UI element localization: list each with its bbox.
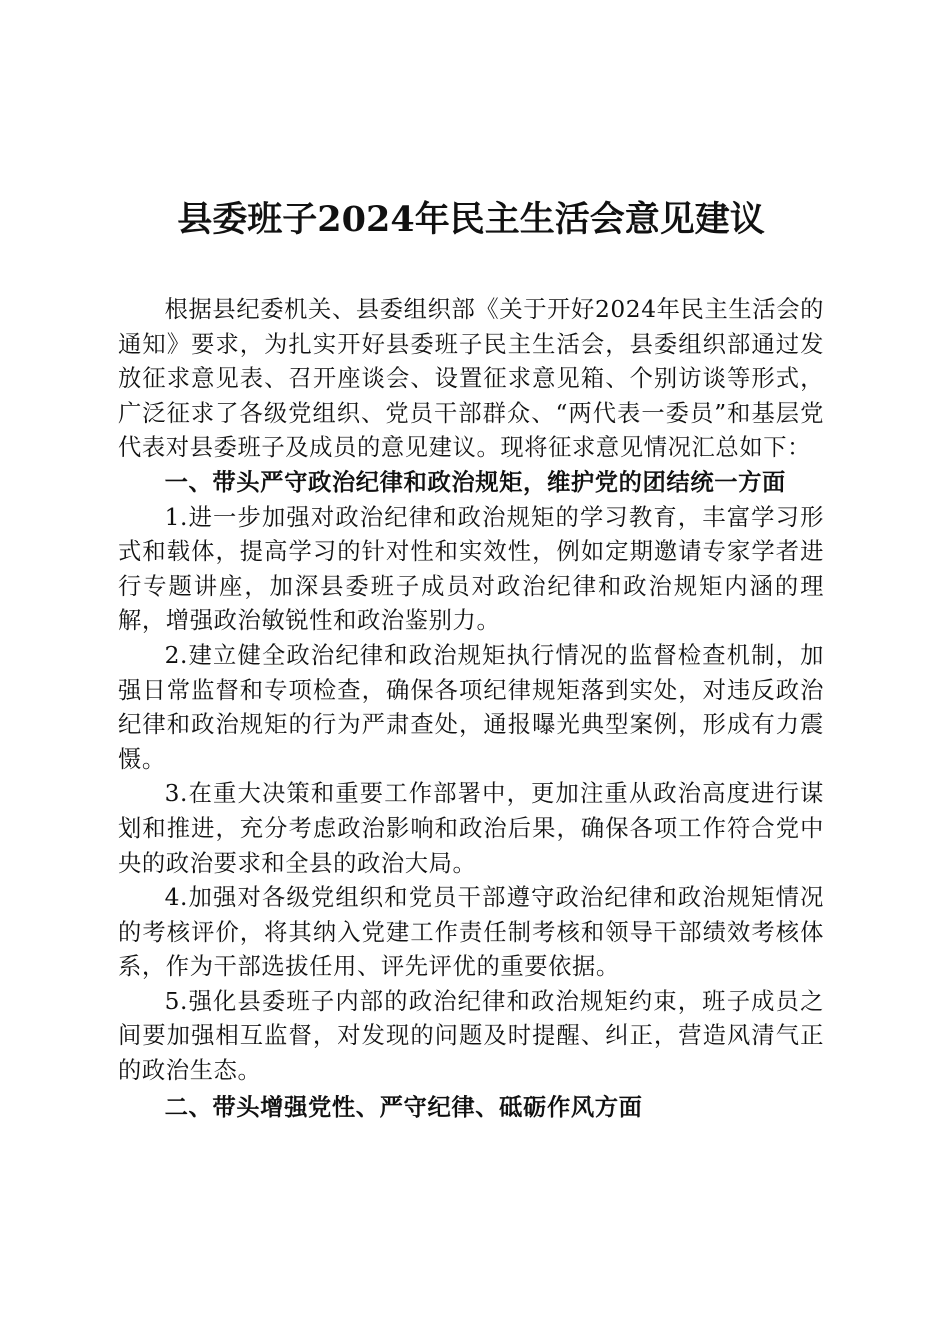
section-1-item-5: 5.强化县委班子内部的政治纪律和政治规矩约束，班子成员之间要加强相互监督，对发现的问题及时提醒、纠正，营造风清气正的政治生态。 <box>118 987 824 1085</box>
section-1-item-1: 1.进一步加强对政治纪律和政治规矩的学习教育，丰富学习形式和载体，提高学习的针对性和实效性，例如定期邀请专家学者进行专题讲座，加深县委班子成员对政治纪律和政治规矩内涵的理解，增强政治敏锐性和政治鉴别力。 <box>118 503 824 635</box>
section-2-heading: 二、带头增强党性、严守纪律、砥砺作风方面 <box>164 1093 643 1121</box>
section-1-item-4: 4.加强对各级党组织和党员干部遵守政治纪律和政治规矩情况的考核评价，将其纳入党建工作责任制考核和领导干部绩效考核体系，作为干部选拔任用、评先评优的重要依据。 <box>118 884 824 981</box>
document-title: 县委班子2024年民主生活会意见建议 <box>177 199 765 240</box>
intro-paragraph: 根据县纪委机关、县委组织部《关于开好2024年民主生活会的通知》要求，为扎实开好县委班子民主生活会，县委组织部通过发放征求意见表、召开座谈会、设置征求意见箱、个别访谈等形式，广泛征求了各级党组织、党员干部群众、“两代表一委员”和基层党代表对县委班子及成员的意见建议。现将征求意见情况汇总如下： <box>118 296 824 462</box>
section-1-item-3: 3.在重大决策和重要工作部署中，更加注重从政治高度进行谋划和推进，充分考虑政治影响和政治后果，确保各项工作符合党中央的政治要求和全县的政治大局。 <box>118 780 824 877</box>
document-page <box>118 195 824 1125</box>
section-1-heading: 一、带头严守政治纪律和政治规矩，维护党的团结统一方面 <box>164 468 786 496</box>
section-1-item-2: 2.建立健全政治纪律和政治规矩执行情况的监督检查机制，加强日常监督和专项检查，确保各项纪律规矩落到实处，对违反政治纪律和政治规矩的行为严肃查处，通报曝光典型案例，形成有力震慑。 <box>118 641 824 773</box>
